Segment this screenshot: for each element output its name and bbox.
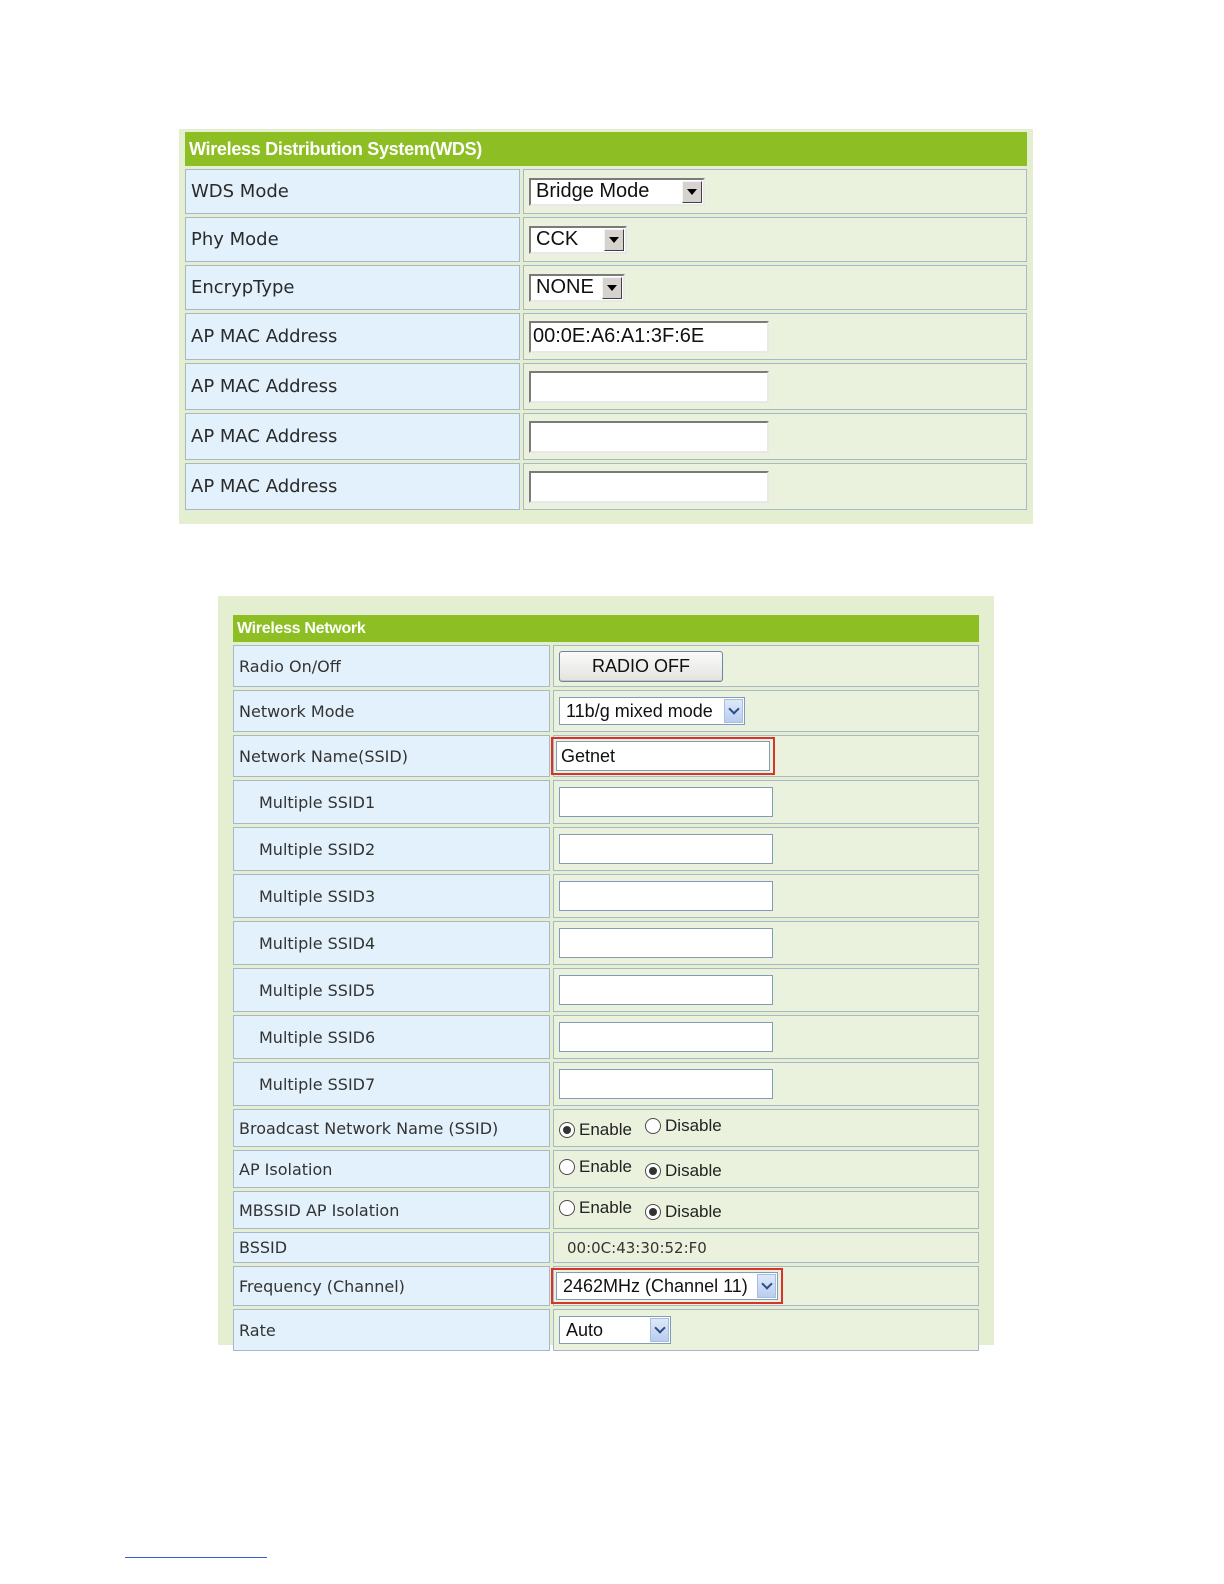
ap-mac-label-4: AP MAC Address <box>185 463 520 510</box>
footnote-separator-line <box>125 1557 267 1558</box>
wds-title: Wireless Distribution System(WDS) <box>185 132 1027 166</box>
rate-select[interactable] <box>559 1316 671 1344</box>
radio-selected-icon[interactable] <box>645 1204 661 1220</box>
multiple-ssid6-label: Multiple SSID6 <box>233 1015 550 1059</box>
rate-label: Rate <box>233 1309 550 1351</box>
wds-mode-value: Bridge Mode <box>536 180 650 202</box>
enable-label: Enable <box>579 1157 632 1176</box>
radio-unselected-icon[interactable] <box>559 1200 575 1216</box>
multiple-ssid6-input[interactable] <box>559 1022 773 1052</box>
rate-value: Auto <box>566 1319 604 1340</box>
network-mode-select[interactable] <box>559 697 745 725</box>
multiple-ssid4-input[interactable] <box>559 928 773 958</box>
mbssid-enable-radio[interactable] <box>559 1198 632 1218</box>
wireless-title: Wireless Network <box>233 615 979 642</box>
ap-isolation-disable-radio[interactable] <box>645 1161 722 1181</box>
network-mode-label: Network Mode <box>233 690 550 732</box>
ap-isolation-label: AP Isolation <box>233 1150 550 1188</box>
ap-mac-label-3: AP MAC Address <box>185 413 520 460</box>
ssid-highlight-box <box>551 737 775 775</box>
mbssid-isolation-label: MBSSID AP Isolation <box>233 1191 550 1229</box>
frequency-highlight-box <box>551 1268 783 1304</box>
multiple-ssid7-label: Multiple SSID7 <box>233 1062 550 1106</box>
wireless-network-table <box>230 612 982 1354</box>
encryp-type-value: NONE <box>536 276 594 298</box>
multiple-ssid1-input[interactable] <box>559 787 773 817</box>
wds-panel <box>179 129 1033 524</box>
ap-isolation-enable-radio[interactable] <box>559 1157 632 1177</box>
radio-off-button[interactable]: RADIO OFF <box>559 651 723 682</box>
radio-unselected-icon[interactable] <box>559 1159 575 1175</box>
multiple-ssid7-input[interactable] <box>559 1069 773 1099</box>
ap-mac-label-2: AP MAC Address <box>185 363 520 410</box>
frequency-value: 2462MHz (Channel 11) <box>563 1275 748 1296</box>
enable-label: Enable <box>579 1198 632 1217</box>
disable-label: Disable <box>665 1202 722 1221</box>
ssid-label: Network Name(SSID) <box>233 735 550 777</box>
disable-label: Disable <box>665 1161 722 1180</box>
multiple-ssid2-label: Multiple SSID2 <box>233 827 550 871</box>
chevron-down-icon[interactable] <box>650 1318 669 1342</box>
phy-mode-label: Phy Mode <box>185 217 520 262</box>
dropdown-arrow-icon[interactable] <box>602 277 622 299</box>
ssid-input[interactable] <box>556 741 770 771</box>
multiple-ssid2-input[interactable] <box>559 834 773 864</box>
chevron-down-icon[interactable] <box>757 1274 776 1298</box>
encryp-type-label: EncrypType <box>185 265 520 310</box>
radio-selected-icon[interactable] <box>645 1163 661 1179</box>
network-mode-value: 11b/g mixed mode <box>566 700 713 721</box>
wds-table <box>182 129 1030 513</box>
ap-mac-input-2[interactable] <box>529 371 769 403</box>
multiple-ssid5-input[interactable] <box>559 975 773 1005</box>
ap-mac-label-1: AP MAC Address <box>185 313 520 360</box>
mbssid-disable-radio[interactable] <box>645 1202 722 1222</box>
broadcast-disable-radio[interactable] <box>645 1116 722 1136</box>
multiple-ssid1-label: Multiple SSID1 <box>233 780 550 824</box>
enable-label: Enable <box>579 1120 632 1139</box>
bssid-value: 00:0C:43:30:52:F0 <box>567 1239 707 1257</box>
multiple-ssid3-label: Multiple SSID3 <box>233 874 550 918</box>
encryp-type-select[interactable] <box>529 274 625 302</box>
multiple-ssid3-input[interactable] <box>559 881 773 911</box>
ap-mac-input-3[interactable] <box>529 421 769 453</box>
multiple-ssid4-label: Multiple SSID4 <box>233 921 550 965</box>
dropdown-arrow-icon[interactable] <box>682 181 702 203</box>
ap-mac-input-4[interactable] <box>529 471 769 503</box>
broadcast-ssid-label: Broadcast Network Name (SSID) <box>233 1109 550 1147</box>
phy-mode-value: CCK <box>536 228 579 250</box>
radio-unselected-icon[interactable] <box>645 1118 661 1134</box>
phy-mode-select[interactable] <box>529 226 627 254</box>
chevron-down-icon[interactable] <box>724 699 743 723</box>
bssid-label: BSSID <box>233 1232 550 1263</box>
radio-selected-icon[interactable] <box>559 1122 575 1138</box>
radio-label: Radio On/Off <box>233 645 550 687</box>
dropdown-arrow-icon[interactable] <box>604 229 624 251</box>
frequency-label: Frequency (Channel) <box>233 1266 550 1306</box>
broadcast-enable-radio[interactable] <box>559 1120 632 1140</box>
wds-mode-label: WDS Mode <box>185 169 520 214</box>
wds-mode-select[interactable] <box>529 178 705 206</box>
ap-mac-input-1[interactable] <box>529 321 769 353</box>
multiple-ssid5-label: Multiple SSID5 <box>233 968 550 1012</box>
wireless-network-panel <box>218 596 994 1345</box>
disable-label: Disable <box>665 1116 722 1135</box>
frequency-select[interactable] <box>556 1272 778 1300</box>
